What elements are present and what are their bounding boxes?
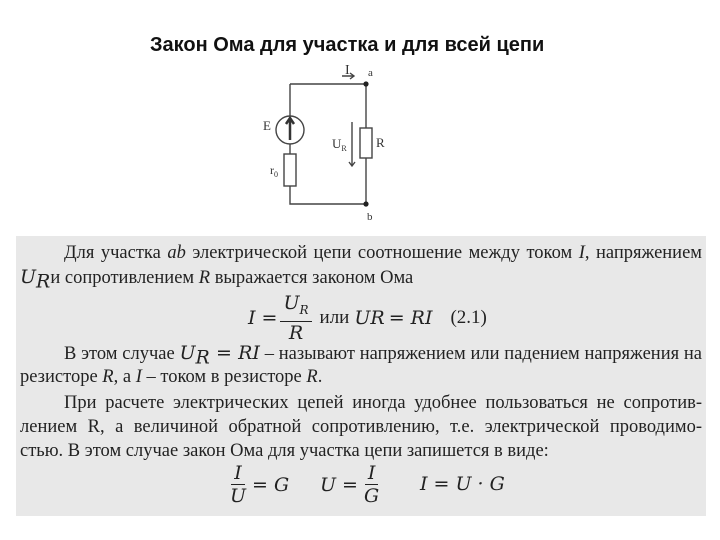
- label-node-b: b: [367, 211, 373, 223]
- paragraph-3-line-1: При расчете электрических цепей иногда удобнее пользоваться не сопротив-: [64, 393, 702, 413]
- paragraph-1-line-1: Для участка ab электрической цепи соотношение между током I, напряжением: [64, 243, 702, 263]
- formula-conductance-3: I = U · G: [420, 473, 505, 495]
- resistor-symbol: [360, 128, 372, 158]
- paragraph-2-line-1: В этом случае $U_R$ = RI – называют напряжением или падением напряжения на: [64, 342, 703, 369]
- node-b: [363, 201, 368, 206]
- formula-ohms-law: I = $\frac{U_R}{R}$ или U R = RI (2.1): [248, 292, 487, 344]
- wire-left-lower: [290, 186, 366, 204]
- label-resistor: R: [376, 135, 385, 150]
- label-internal-resistance: $r_0$: [270, 163, 278, 179]
- node-a: [363, 81, 368, 86]
- paragraph-3-line-2: лением R, а величиной обратной сопротивлению, т.е. электрической проводимо-: [20, 417, 702, 437]
- formula-conductance-1: $\frac{I}{U}$ = G: [230, 462, 290, 507]
- label-emf: E: [263, 118, 271, 133]
- internal-resistor-symbol: [284, 154, 296, 186]
- paragraph-3-line-3: стью. В этом случае закон Ома для участка цепи запишется в виде:: [20, 441, 549, 461]
- label-voltage: $U_R$: [332, 136, 347, 153]
- formula-conductance-2: U = $\frac{I}{G}$: [320, 462, 380, 507]
- emf-arrow: [286, 118, 294, 140]
- fraction-ur-over-r: $\frac{U_R}{R}$: [280, 292, 311, 344]
- circuit-diagram: [250, 62, 420, 230]
- textbook-excerpt: [16, 236, 706, 516]
- label-node-a: a: [368, 67, 373, 79]
- label-current: I: [345, 63, 350, 78]
- slide-title: Закон Ома для участка и для всей цепи: [150, 34, 545, 56]
- voltage-arrow: [349, 122, 355, 166]
- paragraph-2-line-2: резисторе R, а I – током в резисторе R.: [20, 367, 323, 387]
- paragraph-1-line-2: $U_Rи$ сопротивлением R выражается законом Ома: [20, 266, 414, 293]
